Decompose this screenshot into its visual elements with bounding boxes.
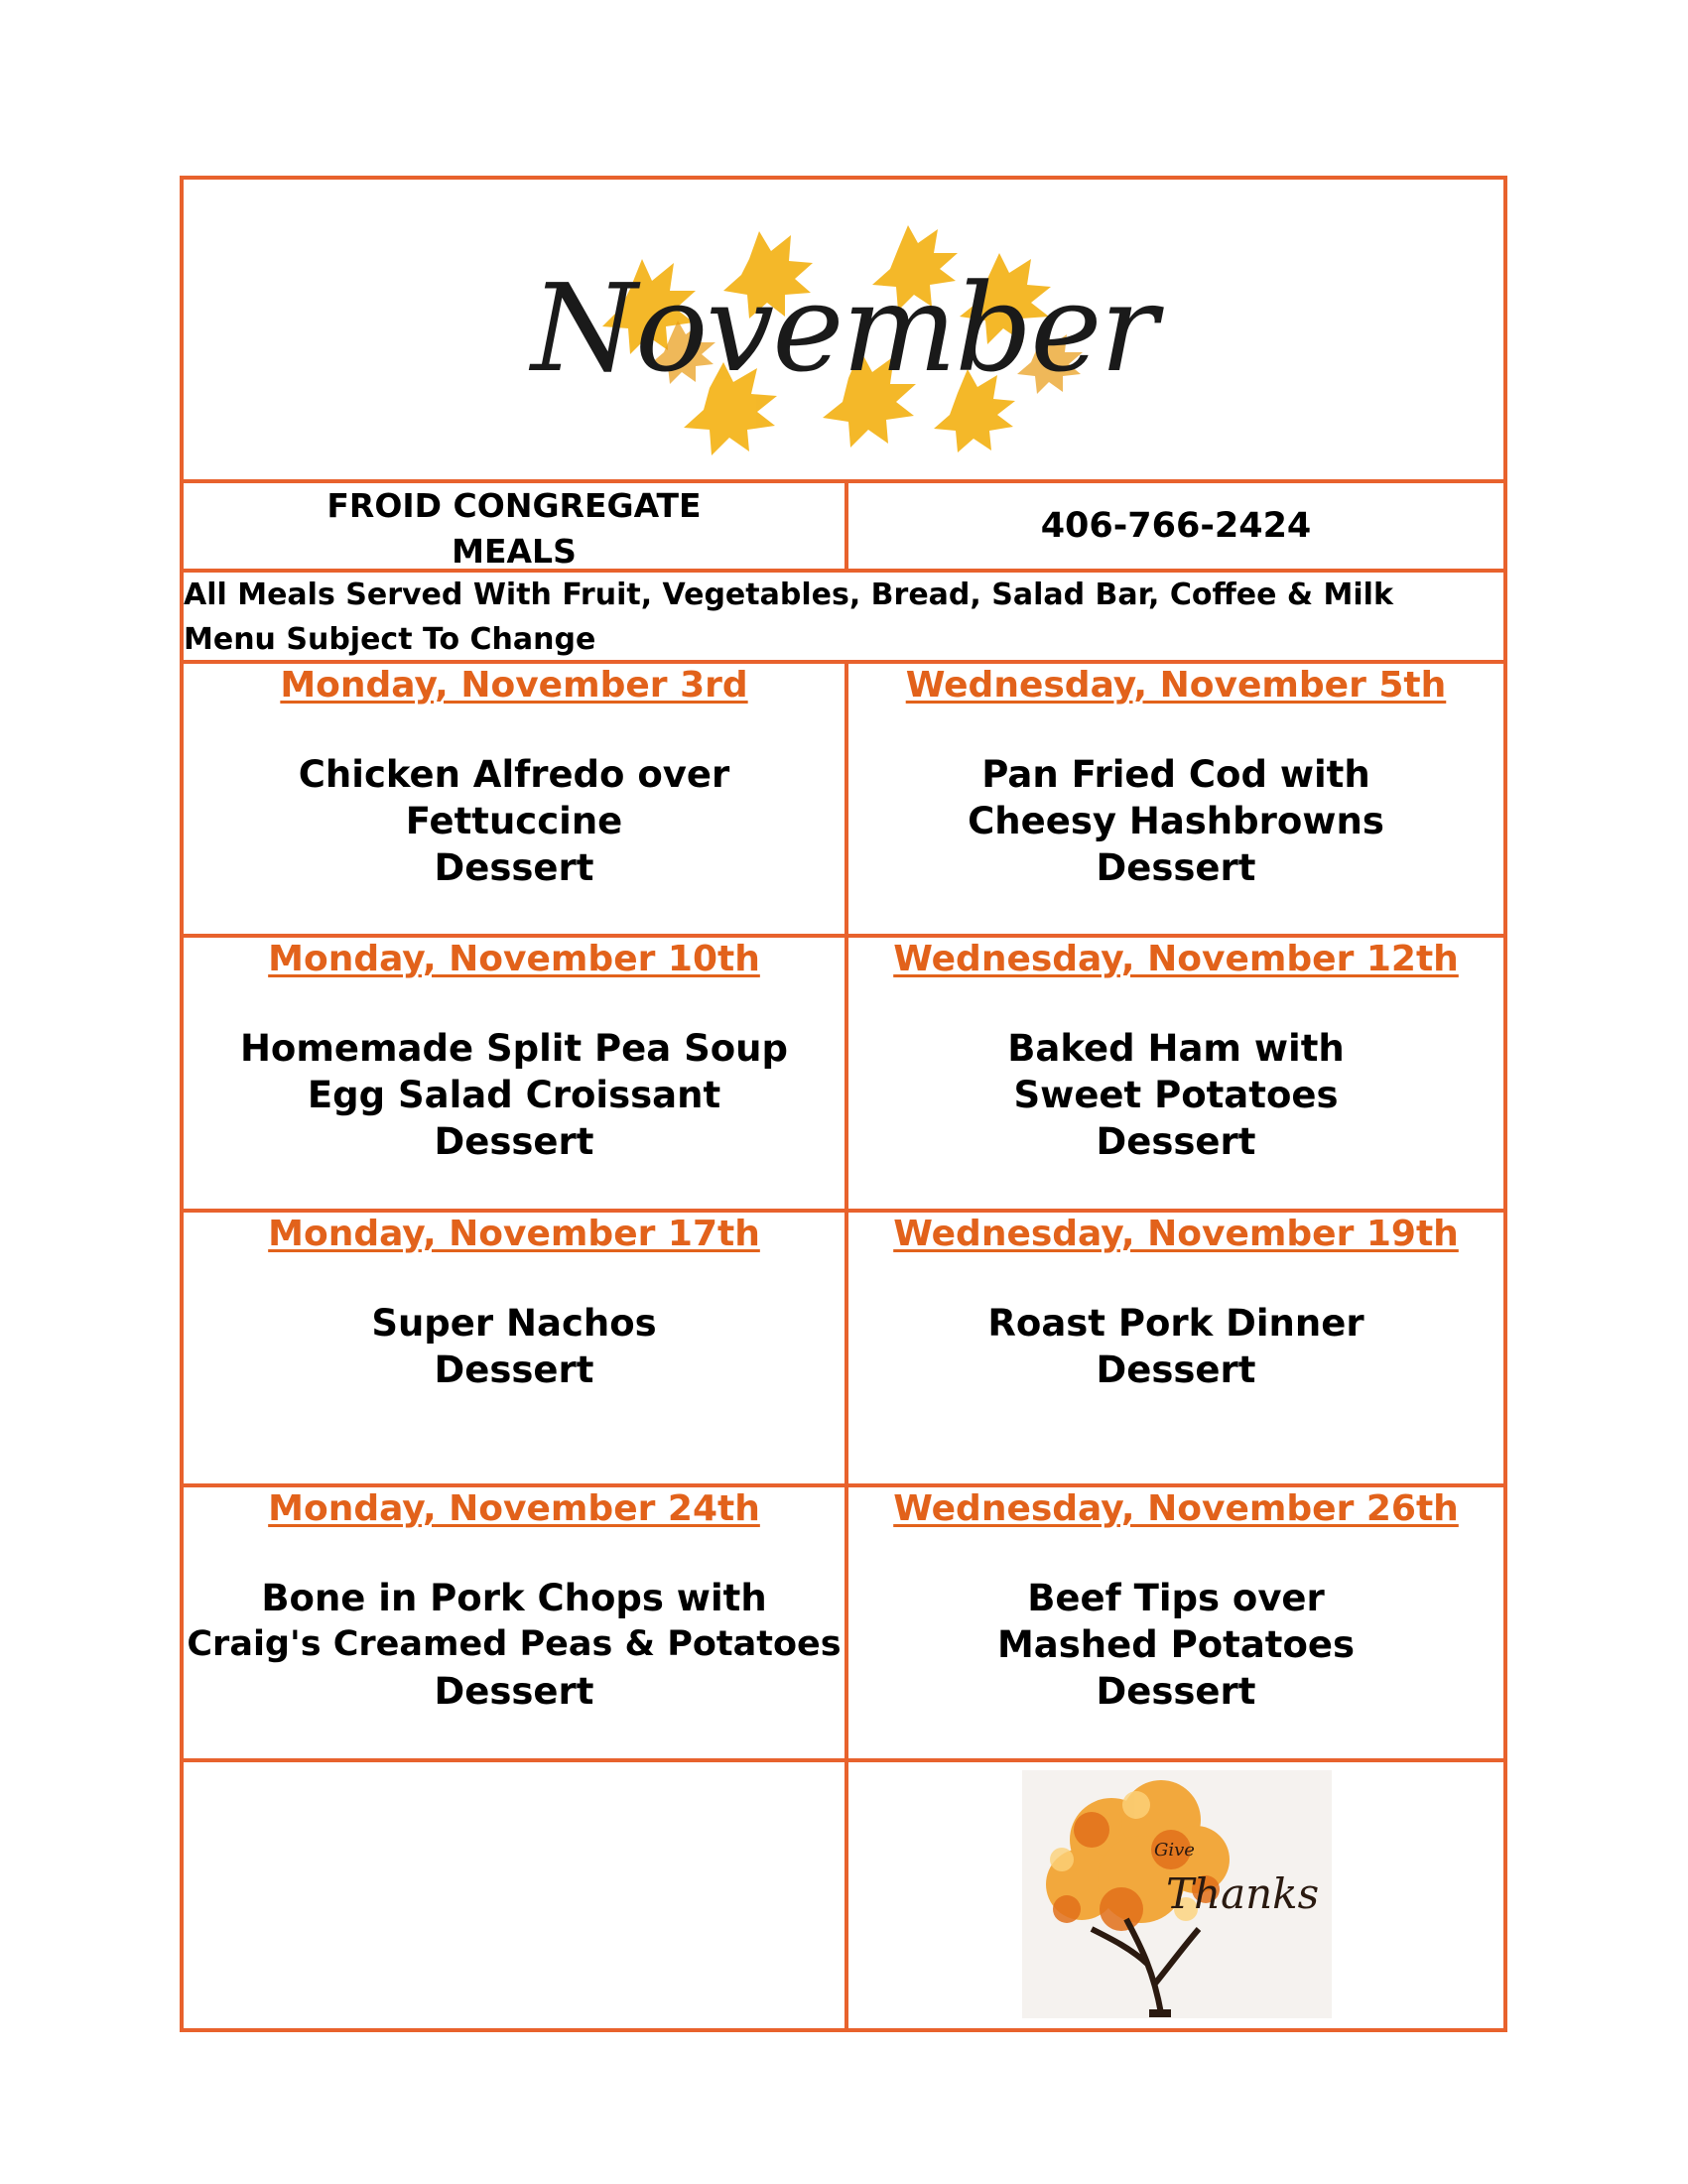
meal-item: Dessert (434, 1670, 594, 1713)
empty-cell (184, 1762, 848, 2028)
day-title: Wednesday, November 5th (905, 665, 1447, 706)
meal-item: Dessert (1096, 1349, 1256, 1391)
day-title: Monday, November 3rd (280, 665, 748, 706)
phone-cell (848, 483, 1503, 569)
menu-day-cell (848, 664, 1503, 934)
menu-week-row (184, 938, 1503, 1213)
meal-item: Bone in Pork Chops with (261, 1577, 767, 1619)
day-title: Monday, November 10th (268, 939, 760, 979)
header-row (184, 180, 1503, 483)
org-name-line2: MEALS (452, 532, 577, 571)
meal-item: Chicken Alfredo over (298, 753, 730, 796)
meal-items (848, 1300, 1503, 1393)
org-name-line1: FROID CONGREGATE (326, 486, 702, 525)
meal-items (184, 1025, 844, 1165)
menu-day-cell (848, 1213, 1503, 1483)
meal-item: Dessert (434, 1349, 594, 1391)
meal-item: Dessert (1096, 1670, 1256, 1713)
image-row (184, 1762, 1503, 2028)
month-title: November (531, 258, 1156, 399)
meal-item: Dessert (434, 1120, 594, 1163)
menu-day-cell (848, 1487, 1503, 1758)
meal-item: Egg Salad Croissant (307, 1074, 721, 1116)
notes-line1: All Meals Served With Fruit, Vegetables, Bread, Salad Bar, Coffee & Milk (184, 578, 1393, 612)
menu-day-cell (184, 664, 848, 934)
meal-item: Mashed Potatoes (996, 1623, 1356, 1666)
org-name-cell (184, 483, 848, 569)
thanks-cell (848, 1762, 1503, 2028)
thanks-text: Thanks (1166, 1869, 1320, 1918)
meal-items (848, 1025, 1503, 1165)
day-title: Monday, November 17th (268, 1214, 760, 1254)
notes (184, 573, 1503, 662)
meal-item: Sweet Potatoes (1013, 1074, 1339, 1116)
menu-week-row (184, 1213, 1503, 1487)
meal-item: Pan Fried Cod with (981, 753, 1370, 796)
menu-week-row (184, 1487, 1503, 1762)
meal-item: Roast Pork Dinner (987, 1302, 1364, 1345)
meal-items (848, 751, 1503, 891)
day-title: Wednesday, November 26th (893, 1488, 1459, 1529)
meal-item: Homemade Split Pea Soup (239, 1027, 789, 1070)
menu-day-cell (848, 938, 1503, 1209)
meal-items (184, 1300, 844, 1393)
meal-item: Beef Tips over (1027, 1577, 1325, 1619)
day-title: Monday, November 24th (268, 1488, 760, 1529)
notes-row (184, 573, 1503, 664)
give-text: Give (1154, 1840, 1195, 1861)
november-leaves-graphic (521, 219, 1166, 457)
meal-item: Dessert (1096, 846, 1256, 889)
give-thanks-tree-graphic (1022, 1770, 1332, 2018)
org-info-row (184, 483, 1503, 573)
meal-items (184, 751, 844, 891)
meal-item: Fettuccine (405, 800, 623, 842)
menu-day-cell (184, 1487, 848, 1758)
menu-table (180, 176, 1507, 2032)
menu-day-cell (184, 1213, 848, 1483)
day-title: Wednesday, November 19th (893, 1214, 1459, 1254)
phone-number: 406-766-2424 (1040, 506, 1312, 546)
notes-line2: Menu Subject To Change (184, 622, 596, 657)
meal-item: Baked Ham with (1007, 1027, 1345, 1070)
meal-item: Super Nachos (371, 1302, 657, 1345)
menu-day-cell (184, 938, 848, 1209)
meal-item: Cheesy Hashbrowns (968, 800, 1384, 842)
org-name (184, 483, 844, 575)
meal-item: Dessert (1096, 1120, 1256, 1163)
day-title: Wednesday, November 12th (893, 939, 1459, 979)
meal-items (848, 1575, 1503, 1715)
meal-items (184, 1575, 844, 1715)
meal-item: Dessert (434, 846, 594, 889)
menu-week-row (184, 664, 1503, 938)
meal-item: Craig's Creamed Peas & Potatoes (187, 1624, 842, 1664)
